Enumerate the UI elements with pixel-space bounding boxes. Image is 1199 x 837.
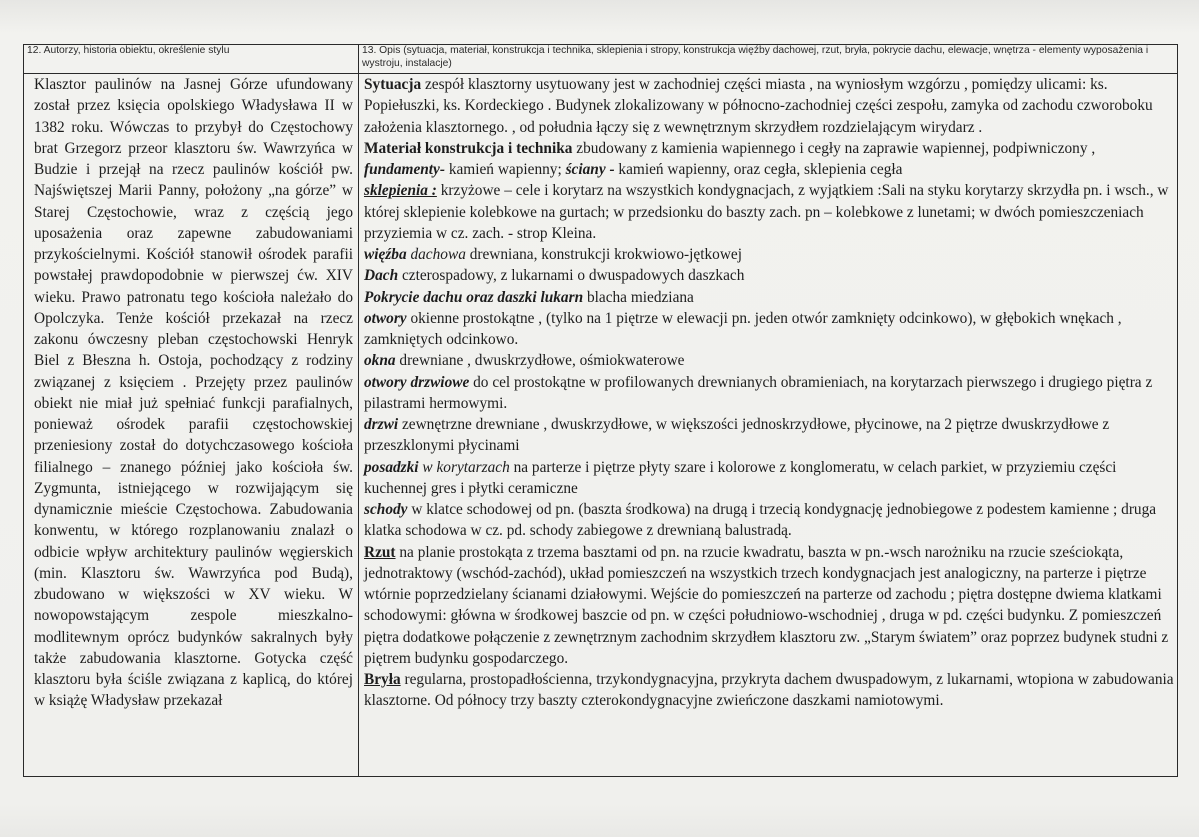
- desc-wiezba: [362, 244, 1174, 265]
- text-sciany: kamień wapienny, oraz cegła, sklepienia cegła: [614, 161, 903, 178]
- text-posadzki-w: w: [418, 458, 437, 476]
- label-otwory: otwory: [364, 309, 407, 327]
- text-schody: w klatce schodowej od pn. (baszta środkowa) na drugą i trzecią kondygnację jednobiegowe z podestem kamienne ; druga klatka schodowa w cz. pd. schody zabiegowe z drewnianą balustradą.: [364, 501, 1157, 540]
- label-wiezba-dachowa: dachowa: [406, 246, 466, 263]
- label-rzut: Rzut: [364, 543, 396, 561]
- label-korytarzach: korytarzach: [436, 458, 510, 476]
- label-dach: Dach: [364, 267, 399, 285]
- desc-bryla: [362, 669, 1174, 712]
- label-sytuacja: Sytuacja: [364, 76, 422, 93]
- desc-otwory-drzwiowe: [362, 372, 1174, 415]
- header-row: [24, 45, 1178, 74]
- label-fundamenty: fundamenty-: [364, 161, 445, 178]
- description-cell: [359, 74, 1178, 777]
- desc-drzwi: [362, 414, 1174, 457]
- header-label-13: 13. Opis (sytuacja, materiał, konstrukcja i technika, sklepienia i stropy, konstrukcja więźby dachowej, rzut, bryła, pokrycie dachu, elewacje, wnętrza - elementy wyposażenia i wystroju, instalacje): [362, 45, 1149, 69]
- text-sklepienia: krzyżowe – cele i korytarz na wszystkich kondygnacjach, z wyjątkiem :Sali na styku korytarzy skrzydła pn. i wsch., w której sklepienie kolebkowe na gurtach; w przedsionku do baszty zach. pn – kolebkowe z lunetami; w dwóch pomieszczeniach przyziemia w cz. zach. - strop Kleina.: [364, 182, 1169, 242]
- label-otwory-drzwiowe: otwory drzwiowe: [364, 373, 470, 391]
- desc-dach: [362, 265, 1174, 286]
- text-pokrycie: blacha miedziana: [583, 288, 694, 306]
- text-otwory-drzwiowe: do cel prostokątne w profilowanych drewnianych obramieniach, na korytarzach pierwszego i drugiego piętra z pilastrami hermowymi.: [364, 373, 1153, 412]
- label-sciany: ściany -: [565, 161, 615, 178]
- text-fundamenty: kamień wapienny;: [444, 161, 566, 178]
- header-label-12: 12. Autorzy, historia obiektu, określenie stylu: [27, 45, 230, 56]
- desc-rzut: [362, 542, 1174, 670]
- label-bryla: Bryła: [364, 671, 401, 688]
- desc-schody: [362, 499, 1174, 542]
- desc-okna: [362, 350, 1174, 371]
- text-posadzki: na parterze i piętrze płyty szare i kolorowe z konglomeratu, w celach parkiet, w przyziemiu części kuchennej gres i płytki ceramiczne: [364, 458, 1117, 497]
- desc-sytuacja: [362, 74, 1174, 138]
- label-drzwi: drzwi: [364, 416, 399, 433]
- label-schody: schody: [364, 501, 408, 518]
- text-bryla: regularna, prostopadłościenna, trzykondygnacyjna, przykryta dachem dwuspadowym, z lukarnami, wtopiona w zabudowania klasztorne. Od północy trzy baszty czterokondygnacyjne zwieńczone daszkami namiotowymi.: [364, 671, 1174, 710]
- label-pokrycie: Pokrycie dachu oraz daszki lukarn: [364, 288, 584, 306]
- desc-otwory: [362, 308, 1174, 351]
- text-rzut: na planie prostokąta z trzema basztami od pn. na rzucie kwadratu, baszta w pn.-wsch narożniku na rzucie sześciokąta, jednotraktowy (wschód-zachód), układ pomieszczeń na wszystkich trzech kondygnacjach jest analogiczny, na parterze i piętrze wtórnie poprzedzielany ścianami działowymi. Wejście do pomieszczeń na parterze od zachodu ; piętra dostępne dwiema klatkami schodowymi: główna w środkowej baszcie od pn. w części południowo-wschodniej , druga w pd. części budynku. Z pomieszczeń piętra dodatkowe połączenie z zewnętrznym zachodnim skrzydłem klasztoru zw. „Starym światem” oraz poprzez budynek studni z piętrem budynku gospodarczego.: [364, 543, 1169, 667]
- label-wiezba: więźba: [364, 246, 407, 263]
- header-col-description: [359, 45, 1178, 74]
- header-col-authors-history: [24, 45, 359, 74]
- desc-pokrycie: [362, 287, 1174, 308]
- history-cell: [24, 74, 359, 777]
- inventory-card-table: [23, 44, 1178, 777]
- content-row: [24, 74, 1178, 777]
- text-material: zbudowany z kamienia wapiennego i cegły na zaprawie wapiennej, podpiwniczony ,: [572, 139, 1096, 157]
- desc-sklepienia: [362, 180, 1174, 244]
- text-drzwi: zewnętrzne drewniane , dwuskrzydłowe, w większości jednoskrzydłowe, płycinowe, na 2 piętrze dwuskrzydłowe z przeszklonymi płycinami: [364, 416, 1110, 455]
- desc-posadzki: [362, 457, 1174, 500]
- text-sytuacja: zespół klasztorny usytuowany jest w zachodniej części miasta , na wyniosłym wzgórzu , pomiędzy ulicami: ks. Popiełuszki, ks. Kordeckiego . Budynek zlokalizowany w północno-zachodniej części zespołu, zamyka od zachodu czworoboku założenia klasztornego. , od południa łączy się z wewnętrznym skrzydłem rozdzielającym wirydarz .: [364, 76, 1153, 136]
- label-okna: okna: [364, 352, 396, 370]
- text-okna: drewniane , dwuskrzydłowe, ośmiokwaterowe: [395, 352, 685, 370]
- label-sklepienia: sklepienia :: [364, 182, 437, 200]
- text-otwory: okienne prostokątne , (tylko na 1 piętrze w elewacji pn. jeden otwór zamknięty odcinkowo), w głębokich wnękach , zamkniętych odcinkowo.: [364, 309, 1122, 348]
- label-posadzki: posadzki: [364, 458, 419, 476]
- text-wiezba: drewniana, konstrukcji krokwiowo-jętkowej: [465, 246, 742, 263]
- text-dach: czterospadowy, z lukarnami o dwuspadowych daszkach: [398, 267, 745, 285]
- history-text: Klasztor paulinów na Jasnej Górze ufundowany został przez księcia opolskiego Władysława II w 1382 roku. Wówczas to przybył do Częstochowy brat Grzegorz przeor klasztoru św. Wawrzyńca w Budzie i przejął na rzecz paulinów kościół pw. Najświętszej Marii Panny, położony „na górze” w Starej Częstochowie, wraz z częścią jego uposażenia oraz zapewne zabudowaniami przykościelnymi. Kościół stanowił ośrodek parafii powstałej prawdopodobnie w pierwszej ćw. XIV wieku. Prawo patronatu tego kościoła należało do Opolczyka. Tenże kościół przekazał na rzecz zakonu ówczesny pleban częstochowski Henryk Biel z Błeszna h. Ostoja, pochodzący z rodziny związanej z księciem . Przejęty przez paulinów obiekt nie miał już spełniać funkcji parafialnych, ponieważ ośrodek parafii częstochowskiej przeniesiony został do dotychczasowego kościoła filialnego – znanego później jako kościoła św. Zygmunta, istniejącego w rozwijającym się dynamicznie mieście Częstochowa. Zabudowania konwentu, w którego rozplanowaniu znalazł o odbicie wpływ architektury paulinów węgierskich (min. Klasztoru św. Wawrzyńca pod Budą), zbudowano w większości w XV wieku. W nowopowstającym zespole mieszkalno-modlitewnym oprócz budynków sakralnych były także zabudowania klasztorne. Gotycka część klasztoru była ściśle związana z kaplicą, do której w książę Władysław przekazał: [34, 76, 353, 710]
- desc-material: [362, 138, 1174, 181]
- label-material: Materiał konstrukcja i technika: [364, 139, 573, 157]
